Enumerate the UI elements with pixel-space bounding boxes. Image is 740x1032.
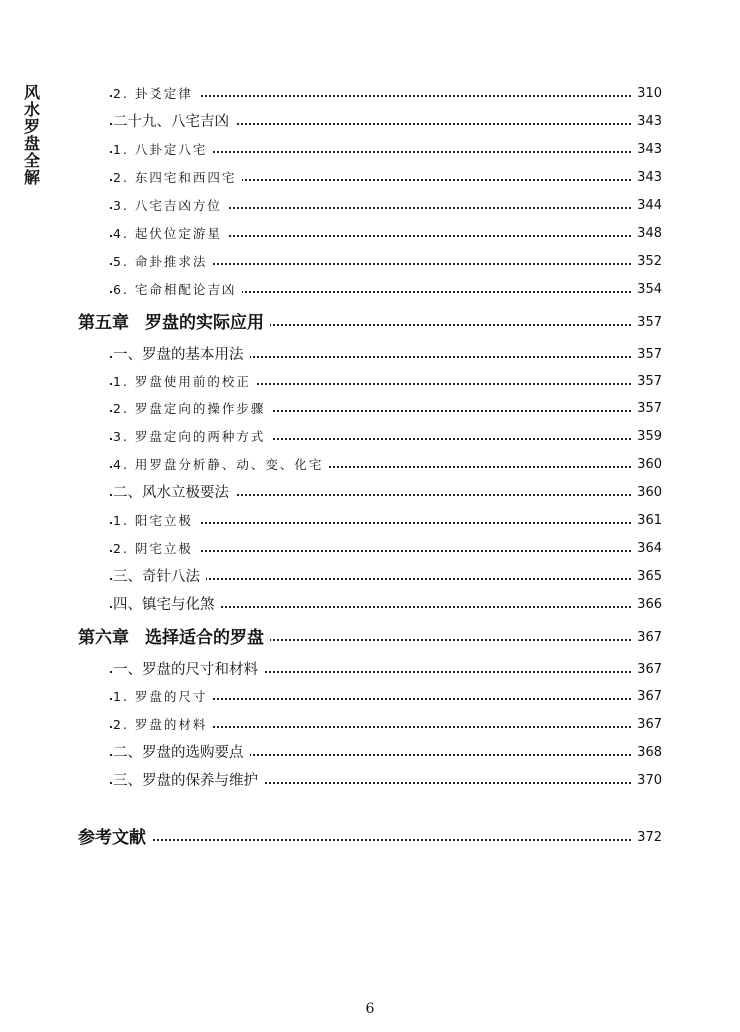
chapter-number: 第五章 (78, 313, 129, 333)
toc-item-row[interactable] (0, 82, 740, 106)
toc-chapter-row[interactable] (0, 311, 740, 335)
toc-entry-title: 2. 东四宅和西四宅 (113, 166, 242, 190)
toc-entry-title: 3. 罗盘定向的两种方式 (113, 425, 271, 449)
toc-item-row[interactable] (0, 509, 740, 533)
toc-entry-title: 1. 罗盘的尺寸 (113, 685, 213, 709)
side-title-char: 解 (23, 168, 40, 187)
toc-item-row[interactable] (0, 222, 740, 246)
toc-page-number: 310 (633, 82, 662, 106)
toc-page-number: 361 (633, 509, 662, 533)
toc-item-row[interactable] (0, 537, 740, 561)
toc-page-number: 357 (633, 311, 662, 335)
toc-entry-title (78, 826, 152, 850)
chapter-number: 参考文献 (78, 828, 146, 848)
toc-entry-title: 2. 罗盘的材料 (113, 713, 213, 737)
toc-entry-title: 2. 阴宅立极 (113, 537, 199, 561)
toc-page-number: 366 (633, 593, 662, 617)
side-title-char: 盘 (23, 134, 40, 153)
toc-item-row[interactable] (0, 425, 740, 449)
toc-page-number: 367 (633, 685, 662, 709)
toc-entry-title: 二十九、八宅吉凶 (113, 110, 235, 134)
toc-page-number: 365 (633, 565, 662, 589)
page-number: 6 (365, 1001, 375, 1017)
toc-item-row[interactable] (0, 166, 740, 190)
chapter-title: 罗盘的实际应用 (145, 313, 264, 333)
toc-item-row[interactable] (0, 713, 740, 737)
toc-section-row[interactable] (0, 565, 740, 589)
toc-page-number: 348 (633, 222, 662, 246)
toc-page-number: 343 (633, 138, 662, 162)
toc-item-row[interactable] (0, 194, 740, 218)
toc-page-number: 359 (633, 425, 662, 449)
toc-entry-title: 二、风水立极要法 (113, 481, 235, 505)
toc-section-row[interactable] (0, 593, 740, 617)
toc-entry-title: 1. 罗盘使用前的校正 (113, 370, 257, 394)
toc-entry-title: 四、镇宅与化煞 (113, 593, 221, 617)
toc-page-number: 372 (633, 826, 662, 850)
toc-entry-title: 2. 罗盘定向的操作步骤 (113, 397, 271, 421)
toc-section-row[interactable] (0, 769, 740, 793)
toc-chapter-row[interactable] (0, 826, 740, 850)
toc-entry-title: 三、罗盘的保养与维护 (113, 769, 264, 793)
toc-item-row[interactable] (0, 138, 740, 162)
toc-item-row[interactable] (0, 278, 740, 302)
toc-page-number: 360 (633, 481, 662, 505)
toc-entry-title: 6. 宅命相配论吉凶 (113, 278, 242, 302)
toc-page-number: 357 (633, 397, 662, 421)
toc-entry-title: 一、罗盘的尺寸和材料 (113, 658, 264, 682)
chapter-title: 选择适合的罗盘 (145, 628, 264, 648)
dot-leader (110, 839, 650, 841)
toc-page-number: 367 (633, 658, 662, 682)
toc-entry-title: 1. 阳宅立极 (113, 509, 199, 533)
side-title-char: 水 (23, 100, 40, 119)
toc-section-row[interactable] (0, 481, 740, 505)
toc-page-number: 354 (633, 278, 662, 302)
side-title-char: 风 (23, 83, 40, 102)
toc-page-number: 367 (633, 626, 662, 650)
toc-entry-title: 二、罗盘的选购要点 (113, 741, 250, 765)
toc-entry-title: 三、奇针八法 (113, 565, 206, 589)
side-title-char: 全 (23, 151, 40, 170)
toc-page-number: 367 (633, 713, 662, 737)
toc-page-number: 343 (633, 110, 662, 134)
toc-entry-title (78, 626, 270, 650)
chapter-number: 第六章 (78, 628, 129, 648)
toc-item-row[interactable] (0, 397, 740, 421)
toc-entry-title (78, 311, 270, 335)
toc-page-number: 360 (633, 453, 662, 477)
toc-entry-title: 1. 八卦定八宅 (113, 138, 213, 162)
toc-page-number: 344 (633, 194, 662, 218)
toc-page-number: 357 (633, 370, 662, 394)
toc-entry-title: 4. 用罗盘分析静、动、变、化宅 (113, 453, 329, 477)
side-title-char: 罗 (23, 117, 40, 136)
toc-section-row[interactable] (0, 658, 740, 682)
toc-item-row[interactable] (0, 453, 740, 477)
toc-section-row[interactable] (0, 110, 740, 134)
toc-section-row[interactable] (0, 741, 740, 765)
toc-item-row[interactable] (0, 250, 740, 274)
toc-page-number: 352 (633, 250, 662, 274)
toc-item-row[interactable] (0, 685, 740, 709)
toc-entry-title: 3. 八宅吉凶方位 (113, 194, 228, 218)
toc-item-row[interactable] (0, 370, 740, 394)
toc-page-number: 368 (633, 741, 662, 765)
toc-entry-title: 一、罗盘的基本用法 (113, 343, 250, 367)
toc-page-number: 364 (633, 537, 662, 561)
toc-chapter-row[interactable] (0, 626, 740, 650)
toc-entry-title: 2. 卦爻定律 (113, 82, 199, 106)
toc-page-number: 370 (633, 769, 662, 793)
toc-section-row[interactable] (0, 343, 740, 367)
toc-entry-title: 4. 起伏位定游星 (113, 222, 228, 246)
toc-entry-title: 5. 命卦推求法 (113, 250, 213, 274)
toc-page-number: 343 (633, 166, 662, 190)
toc-page-number: 357 (633, 343, 662, 367)
